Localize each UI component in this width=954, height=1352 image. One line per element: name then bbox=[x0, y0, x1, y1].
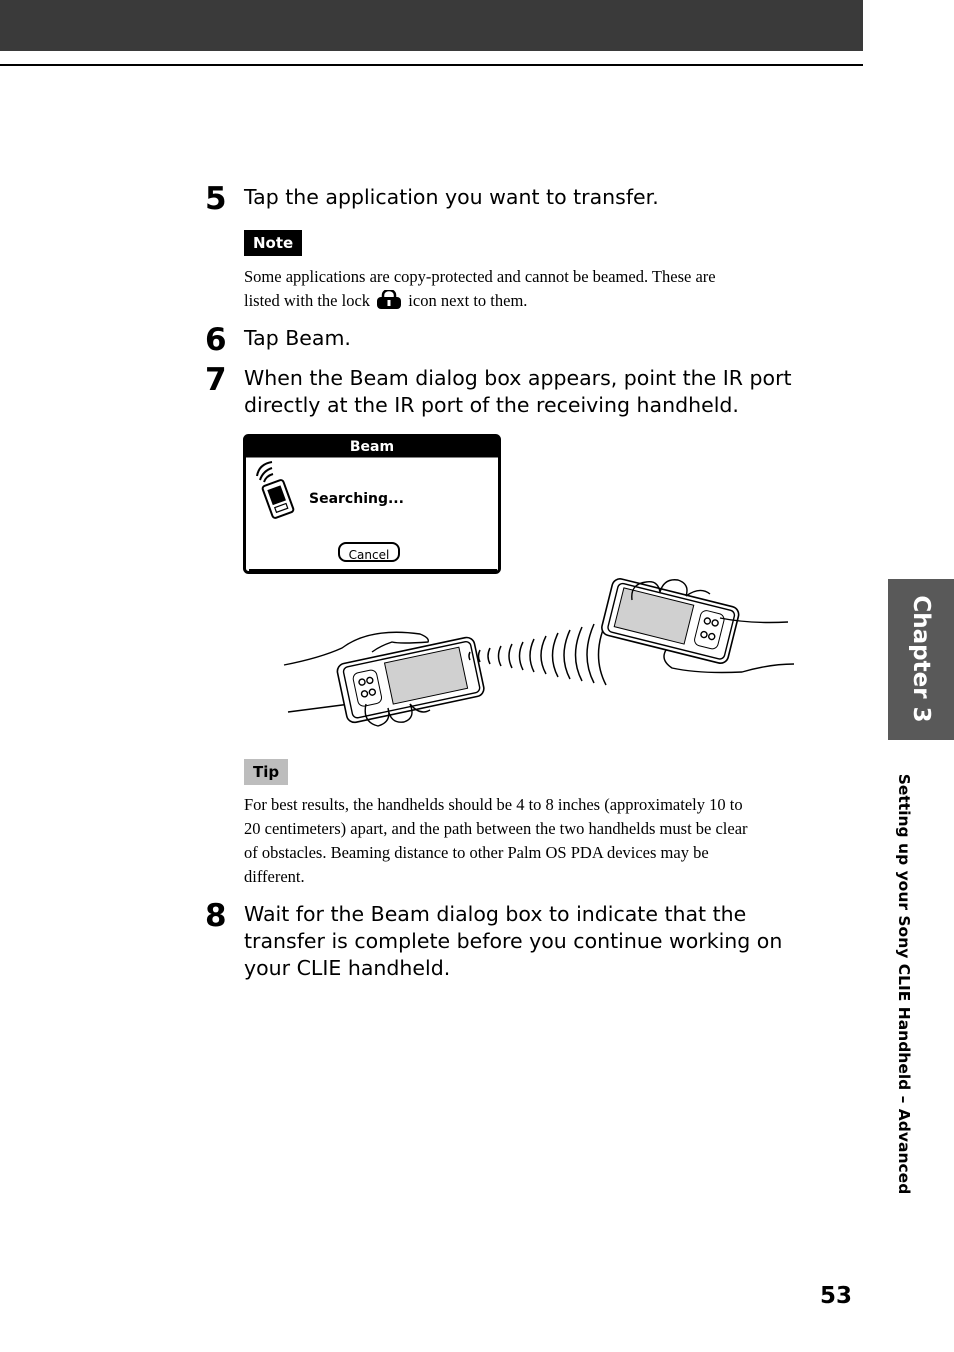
tip-text bbox=[244, 793, 748, 889]
step-7 bbox=[205, 362, 792, 419]
beam-dialog bbox=[243, 434, 501, 574]
step-number: 6 bbox=[205, 322, 227, 358]
header-bar bbox=[0, 0, 863, 51]
dialog-title: Beam bbox=[349, 439, 395, 455]
step-text: Tap the application you want to transfer. bbox=[244, 185, 659, 209]
section-title: Setting up your Sony CLIE Handheld – Advanced bbox=[895, 773, 913, 1195]
cancel-button[interactable] bbox=[338, 542, 400, 562]
tip-line: 20 centimeters) apart, and the path between the two handhelds must be clear bbox=[244, 819, 748, 838]
step-number: 5 bbox=[205, 181, 227, 217]
left-handheld bbox=[336, 636, 485, 724]
lock-icon bbox=[376, 290, 402, 310]
step-number: 7 bbox=[205, 362, 227, 398]
step-line: directly at the IR port of the receiving handheld. bbox=[244, 393, 739, 417]
chapter-label: Chapter 3 bbox=[908, 595, 934, 723]
step-5 bbox=[205, 181, 659, 217]
step-text bbox=[244, 365, 792, 419]
step-line: Wait for the Beam dialog box to indicate that the bbox=[244, 902, 747, 926]
chapter-tab bbox=[888, 579, 954, 740]
step-8 bbox=[205, 898, 783, 982]
header-rule bbox=[0, 64, 863, 66]
step-6 bbox=[205, 322, 351, 358]
page-number: 53 bbox=[820, 1283, 853, 1309]
tip-line: different. bbox=[244, 867, 305, 886]
cancel-button-label: Cancel bbox=[348, 548, 390, 562]
note-line: Some applications are copy-protected and cannot be beamed. These are bbox=[244, 267, 716, 286]
tip-line: of obstacles. Beaming distance to other Palm OS PDA devices may be bbox=[244, 843, 709, 862]
note-line-part: listed with the lock bbox=[244, 291, 371, 310]
tip-label: Tip bbox=[244, 759, 288, 785]
step-line: your CLIE handheld. bbox=[244, 956, 451, 980]
note-line-part: icon next to them. bbox=[408, 291, 528, 310]
step-text bbox=[244, 901, 782, 982]
left-arm-lower bbox=[288, 704, 350, 712]
step-text: Tap Beam. bbox=[244, 326, 351, 350]
step-number: 8 bbox=[205, 898, 227, 934]
note-label: Note bbox=[244, 230, 302, 256]
tip-line: For best results, the handhelds should be 4 to 8 inches (approximately 10 to bbox=[244, 795, 743, 814]
note-text bbox=[244, 265, 716, 313]
beaming-illustration bbox=[280, 572, 800, 732]
right-handheld bbox=[600, 577, 740, 665]
step-line: When the Beam dialog box appears, point the IR port bbox=[244, 366, 792, 390]
step-line: transfer is complete before you continue working on bbox=[244, 929, 783, 953]
dialog-status: Searching... bbox=[309, 491, 404, 507]
note-line bbox=[244, 289, 716, 313]
ir-waves bbox=[469, 622, 606, 685]
